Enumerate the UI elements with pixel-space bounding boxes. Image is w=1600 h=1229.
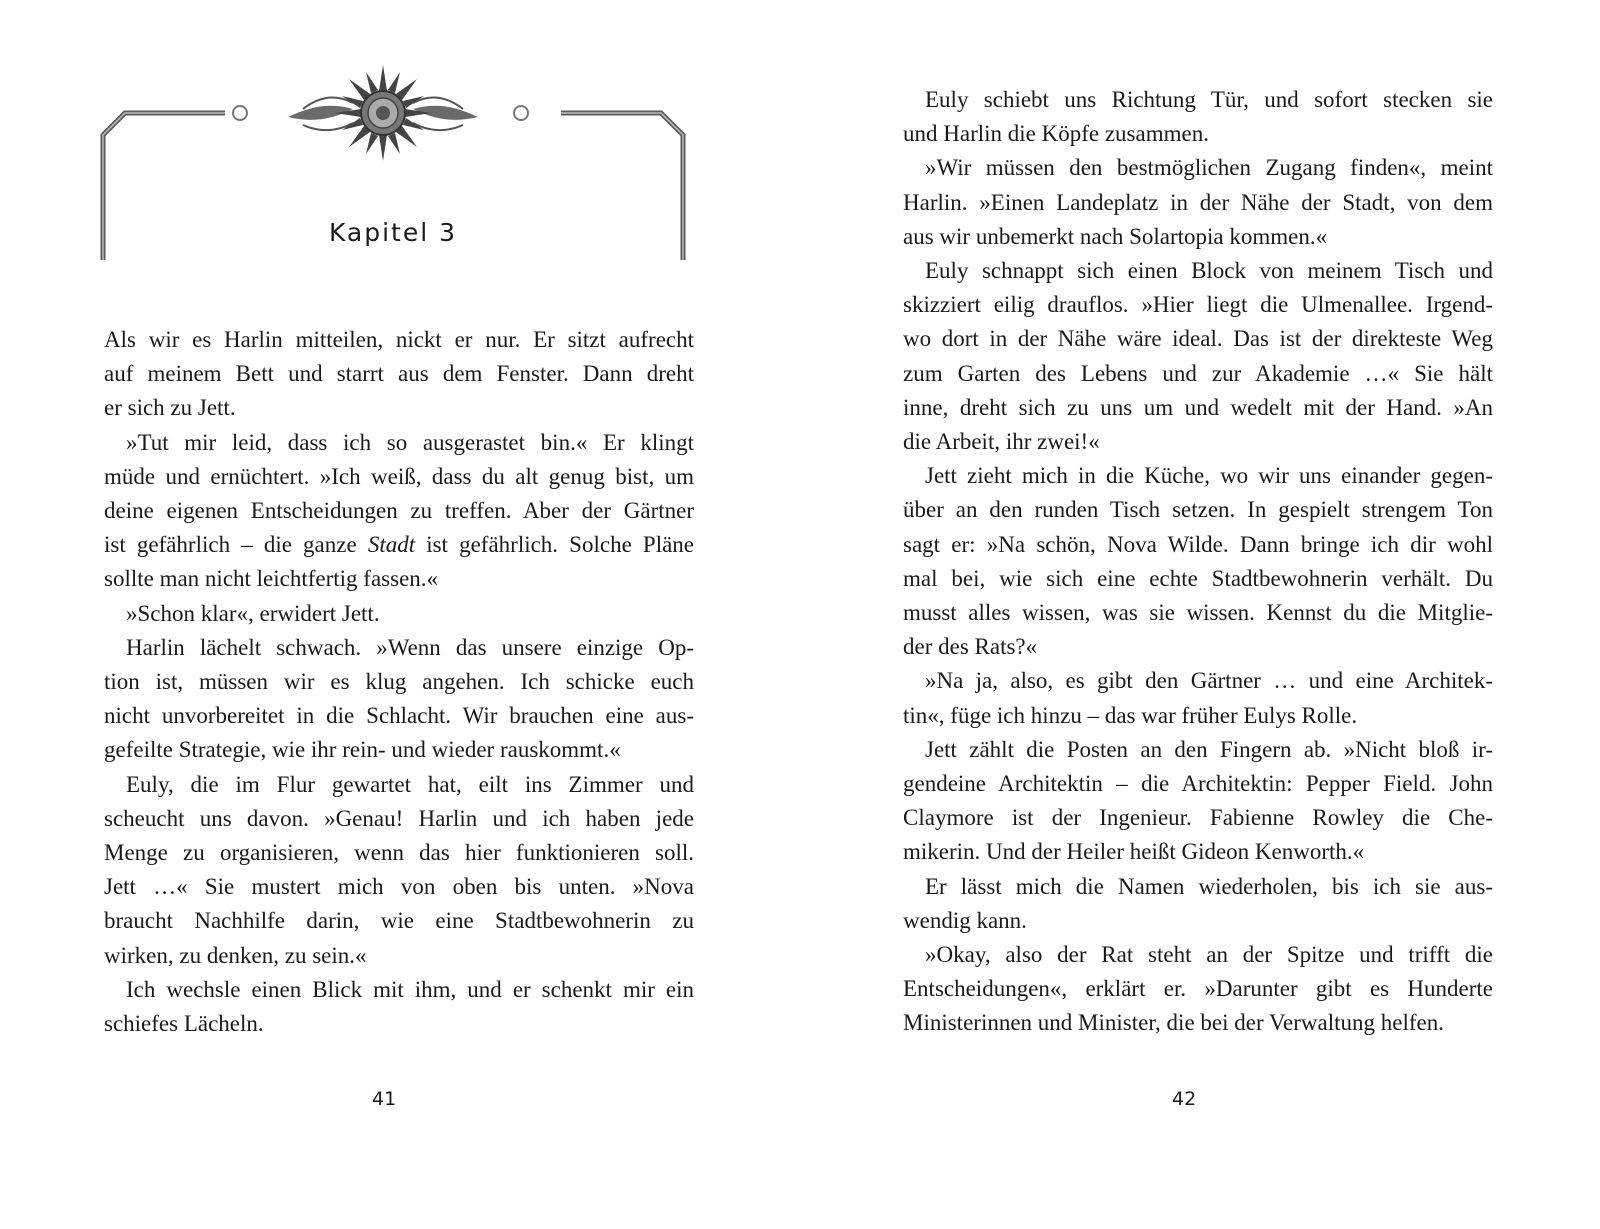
text-line: skizziert eilig drauflos. »Hier liegt die Ulmenallee. Irgend- [903,292,1493,318]
paragraph [903,664,1493,732]
text-line: inne, dreht sich zu uns um und wedelt mit der Hand. »An [903,394,1493,420]
emphasis: Stadt [367,532,416,558]
text-line: er sich zu Jett. [104,395,236,421]
text-line: Er lässt mich die Namen wiederholen, bis ich sie aus- [925,873,1493,899]
paragraph [903,938,1493,1041]
text-line: ist gefährlich – die ganze Stadt ist gefährlich. Solche Pläne [104,532,694,558]
text-line: über an den runden Tisch setzen. In gespielt strengem Ton [903,497,1493,523]
page-number-left: 41 [372,1088,397,1110]
text-line: Ich wechsle einen Blick mit ihm, und er schenkt mir ein [126,976,694,1002]
text-line: »Tut mir leid, dass ich so ausgerastet bin.« Er klingt [126,429,694,455]
text-line: deine eigenen Entscheidungen zu treffen. Aber der Gärtner [104,498,694,524]
text-line: Euly schnappt sich einen Block von meinem Tisch und [925,258,1493,284]
text-line: mal bei, wie sich eine echte Stadtbewohnerin verhält. Du [903,565,1493,591]
text-line: wo dort in der Nähe wäre ideal. Das ist der direkteste Weg [903,326,1493,352]
text-line: Ministerinnen und Minister, die bei der Verwaltung helfen. [903,1010,1444,1036]
text-line: und Harlin die Köpfe zusammen. [903,121,1209,147]
text-line: wendig kann. [903,907,1027,933]
text-line: nicht unvorbereitet in die Schlacht. Wir brauchen eine aus- [104,703,694,729]
text-line: Euly schiebt uns Richtung Tür, und sofort stecken sie [925,87,1493,112]
paragraph [104,973,694,1041]
paragraph [104,597,694,631]
text-line: mikerin. Und der Heiler heißt Gideon Kenworth.« [903,839,1365,865]
text-line: Menge zu organisieren, wenn das hier funktionieren soll. [104,840,694,866]
paragraph [903,83,1493,151]
paragraph [903,459,1493,664]
text-line: der des Rats?« [903,634,1038,660]
paragraph [104,631,694,768]
chapter-title: Kapitel 3 [328,218,458,247]
text-line: sollte man nicht leichtfertig fassen.« [104,566,439,592]
text-line: gendeine Architektin – die Architektin: Pepper Field. John [903,771,1493,797]
text-line: braucht Nachhilfe darin, wie eine Stadtbewohnerin zu [104,908,694,934]
text-line: müde und ernüchtert. »Ich weiß, dass du alt genug bist, um [104,463,694,489]
paragraph [903,733,1493,870]
left-body-text [104,323,694,1041]
text-line: »Okay, also der Rat steht an der Spitze und trifft die [925,942,1493,968]
text-line: gefeilte Strategie, wie ihr rein- und wieder rauskommt.« [104,737,621,763]
text-line: tion ist, müssen wir es klug angehen. Ich schicke euch [104,669,694,695]
text-line: Jett …« Sie mustert mich von oben bis unten. »Nova [104,874,694,900]
text-line: zum Garten des Lebens und zur Akademie …« Sie hält [903,360,1493,386]
text-line: musst alles wissen, was sie wissen. Kennst du die Mitglie- [903,600,1493,626]
text-line: schiefes Lächeln. [104,1011,264,1037]
chapter-frame-ornament-icon [100,60,686,280]
text-line: Jett zählt die Posten an den Fingern ab. »Nicht bloß ir- [925,736,1493,762]
right-body-text [903,83,1493,1041]
paragraph [104,426,694,597]
text-line: »Wir müssen den bestmöglichen Zugang finden«, meint [925,155,1493,181]
text-line: Claymore ist der Ingenieur. Fabienne Rowley die Che- [903,805,1493,831]
right-page [800,0,1600,1229]
text-line: Harlin lächelt schwach. »Wenn das unsere einzige Op- [126,634,694,660]
text-line: scheucht uns davon. »Genau! Harlin und ich haben jede [104,805,694,831]
text-line: Jett zieht mich in die Küche, wo wir uns einander gegen- [925,463,1493,489]
paragraph [903,870,1493,938]
text-line: tin«, füge ich hinzu – das war früher Eulys Rolle. [903,702,1358,728]
text-line: »Schon klar«, erwidert Jett. [126,600,380,626]
paragraph [104,768,694,973]
sun-ornament-icon [288,65,478,161]
text-line: »Na ja, also, es gibt den Gärtner … und eine Architek- [925,668,1493,694]
text-line: aus wir unbemerkt nach Solartopia kommen.« [903,223,1328,249]
text-line: die Arbeit, ihr zwei!« [903,429,1100,455]
text-line: sagt er: »Na schön, Nova Wilde. Dann bringe ich dir wohl [903,531,1493,557]
paragraph [104,323,694,426]
page-number-right: 42 [1172,1088,1197,1110]
text-line: Entscheidungen«, erklärt er. »Darunter gibt es Hunderte [903,976,1493,1002]
text-line: wirken, zu denken, zu sein.« [104,942,367,968]
text-line: Euly, die im Flur gewartet hat, eilt ins Zimmer und [126,771,694,797]
paragraph [903,151,1493,254]
text-line: Harlin. »Einen Landeplatz in der Nähe der Stadt, von dem [903,189,1493,215]
text-line: auf meinem Bett und starrt aus dem Fenster. Dann dreht [104,361,694,387]
text-line: Als wir es Harlin mitteilen, nickt er nur. Er sitzt aufrecht [104,327,694,352]
paragraph [903,254,1493,459]
